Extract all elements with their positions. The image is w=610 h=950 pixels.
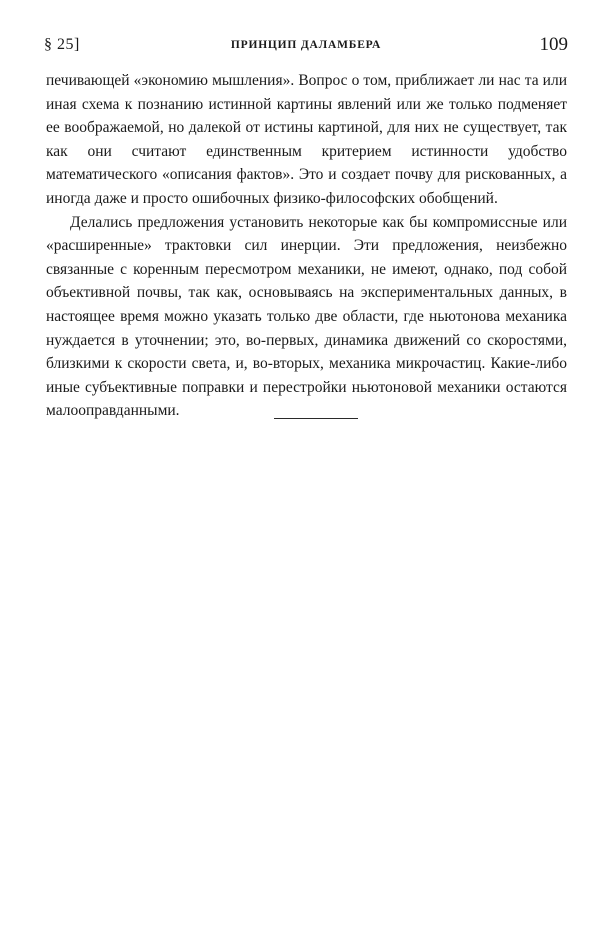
body-text [46, 69, 567, 423]
paragraph-continuation: печивающей «экономию мышления». Вопрос о том, приближает ли нас та или иная схема к познанию истинной картины явлений или же только подменяет ее воображаемой, но далекой от истины картиной, для них не существует, так как они считают единственным критерием истинности удобство математического «описания фактов». Это и создает почву для рискованных, а иногда даже и просто ошибочных физико-философских обобщений. [46, 72, 567, 207]
page-number: 109 [539, 34, 568, 55]
end-rule [274, 418, 358, 419]
running-header [44, 36, 568, 58]
section-reference: § 25] [44, 36, 80, 53]
paragraph: Делались предложения установить некоторые как бы компромиссные или «расширенные» трактовки сил инерции. Эти предложения, неизбежно связанные с коренным пересмотром механики, не имеют, однако, под собой объективной почвы, так как, основываясь на экспериментальных данных, в настоящее время можно указать только две области, где ньютонова механика нуждается в уточнении; это, во-первых, динамика движений со скоростями, близкими к скорости света, и, во-вторых, механика микрочастиц. Какие-либо иные субъективные поправки и перестройки ньютоновой механики остаются малооправданными. [46, 213, 567, 420]
running-title: ПРИНЦИП ДАЛАМБЕРА [230, 39, 382, 51]
